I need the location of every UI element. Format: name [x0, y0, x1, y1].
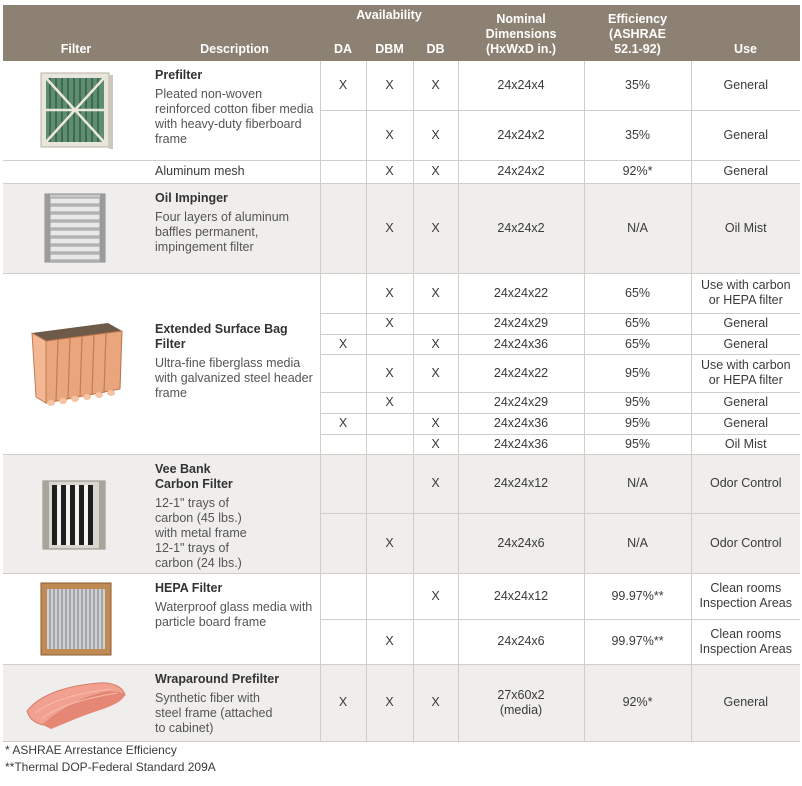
footnote-ashrae: * ASHRAE Arrestance Efficiency	[5, 743, 177, 757]
filter-name: Extended Surface Bag Filter	[155, 321, 288, 351]
cell-dim	[458, 664, 584, 741]
filter-desc: Ultra-fine fiberglass media with galvanized steel header frame	[155, 355, 313, 400]
cell-use: General	[691, 110, 800, 160]
cell-use-text: Clean rooms Inspection Areas	[699, 581, 792, 610]
cell-eff: 95%	[584, 413, 691, 434]
oil-impinger-image	[41, 190, 111, 266]
cell-use: Odor Control	[691, 454, 800, 513]
filter-desc: Waterproof glass media with particle board frame	[155, 599, 313, 629]
bag-filter-image	[24, 319, 128, 409]
cell-dim: 24x24x36	[458, 413, 584, 434]
cell-eff: 99.97%**	[584, 619, 691, 664]
cell-dbm: X	[366, 513, 413, 573]
filter-desc: Synthetic fiber with steel frame (attached to cabinet)	[155, 690, 273, 735]
cell-use	[691, 573, 800, 619]
table-row	[3, 61, 800, 110]
header-dimensions	[458, 5, 584, 61]
cell-da	[320, 313, 366, 334]
vee-bank-image-cell	[3, 454, 149, 573]
hepa-filter-image	[35, 577, 117, 661]
cell-db: X	[413, 413, 458, 434]
cell-dbm: X	[366, 160, 413, 183]
cell-db	[413, 513, 458, 573]
cell-use: General	[691, 413, 800, 434]
cell-dbm	[366, 454, 413, 513]
cell-use	[691, 619, 800, 664]
oil-impinger-image-cell	[3, 183, 149, 273]
cell-dim: 24x24x12	[458, 573, 584, 619]
header-filter: Filter	[3, 5, 149, 61]
cell-dbm	[366, 434, 413, 454]
cell-db: X	[413, 573, 458, 619]
prefilter-sub-description: Aluminum mesh	[149, 160, 320, 183]
cell-dim: 24x24x22	[458, 273, 584, 313]
cell-da	[320, 513, 366, 573]
cell-use: Oil Mist	[691, 183, 800, 273]
cell-da	[320, 392, 366, 413]
cell-da	[320, 619, 366, 664]
cell-da	[320, 183, 366, 273]
cell-dbm: X	[366, 619, 413, 664]
filter-name: Wraparound Prefilter	[155, 671, 280, 686]
cell-use: General	[691, 160, 800, 183]
prefilter-image-cell	[3, 61, 149, 160]
cell-eff: 35%	[584, 61, 691, 110]
cell-use: General	[691, 334, 800, 354]
cell-db	[413, 313, 458, 334]
cell-da: X	[320, 334, 366, 354]
wraparound-description	[149, 664, 320, 741]
cell-dbm: X	[366, 392, 413, 413]
cell-use-text: Use with carbon or HEPA filter	[700, 278, 791, 307]
cell-db: X	[413, 334, 458, 354]
cell-use: General	[691, 392, 800, 413]
cell-eff: N/A	[584, 454, 691, 513]
cell-db: X	[413, 273, 458, 313]
cell-dim: 24x24x6	[458, 513, 584, 573]
cell-da	[320, 160, 366, 183]
cell-eff: N/A	[584, 513, 691, 573]
filter-desc: Pleated non-woven reinforced cotton fiber media with heavy-duty fiberboard frame	[155, 87, 314, 146]
cell-db	[413, 619, 458, 664]
cell-eff: 95%	[584, 392, 691, 413]
cell-dim: 24x24x29	[458, 392, 584, 413]
cell-use: Oil Mist	[691, 434, 800, 454]
header-dimensions-label: Nominal Dimensions (HxWxD in.)	[485, 12, 557, 56]
cell-da	[320, 454, 366, 513]
cell-eff: 65%	[584, 273, 691, 313]
cell-dbm: X	[366, 313, 413, 334]
cell-eff: 95%	[584, 354, 691, 392]
cell-dbm: X	[366, 273, 413, 313]
cell-use: General	[691, 313, 800, 334]
cell-dim: 24x24x12	[458, 454, 584, 513]
cell-db: X	[413, 434, 458, 454]
cell-da	[320, 354, 366, 392]
cell-eff: 99.97%**	[584, 573, 691, 619]
cell-da	[320, 273, 366, 313]
header-efficiency	[584, 5, 691, 61]
vee-bank-carbon-image	[37, 473, 115, 555]
table-row	[3, 454, 800, 513]
cell-dim: 24x24x2	[458, 110, 584, 160]
cell-db	[413, 392, 458, 413]
cell-use-text: Use with carbon or HEPA filter	[700, 358, 791, 387]
cell-da	[320, 573, 366, 619]
table-row	[3, 183, 800, 273]
header-dbm: DBM	[366, 25, 413, 61]
prefilter-description	[149, 61, 320, 160]
cell-eff: 65%	[584, 313, 691, 334]
bag-filter-description	[149, 273, 320, 454]
cell-db: X	[413, 61, 458, 110]
header-availability: Availability	[320, 5, 458, 25]
pleated-prefilter-image	[37, 69, 115, 151]
cell-eff: 35%	[584, 110, 691, 160]
cell-da: X	[320, 413, 366, 434]
cell-use	[691, 273, 800, 313]
cell-dim: 24x24x2	[458, 160, 584, 183]
cell-eff: 65%	[584, 334, 691, 354]
cell-dbm	[366, 413, 413, 434]
cell-db: X	[413, 454, 458, 513]
cell-dim: 24x24x6	[458, 619, 584, 664]
vee-bank-description	[149, 454, 320, 573]
filter-name: Vee Bank Carbon Filter	[155, 461, 233, 491]
empty-image-cell	[3, 160, 149, 183]
filter-name: Oil Impinger	[155, 190, 228, 205]
cell-da	[320, 434, 366, 454]
filter-name: HEPA Filter	[155, 580, 223, 595]
cell-dbm	[366, 573, 413, 619]
header-efficiency-label: Efficiency (ASHRAE 52.1-92)	[607, 12, 668, 56]
bag-filter-image-cell	[3, 273, 149, 454]
cell-dbm: X	[366, 183, 413, 273]
cell-dbm: X	[366, 110, 413, 160]
cell-dim-text: 27x60x2 (media)	[497, 687, 545, 717]
filter-desc: 12-1" trays of carbon (45 lbs.) with metal frame 12-1" trays of carbon (24 lbs.)	[155, 495, 247, 570]
cell-eff: 92%*	[584, 664, 691, 741]
cell-dim: 24x24x22	[458, 354, 584, 392]
cell-use-text: Clean rooms Inspection Areas	[699, 626, 792, 656]
filter-name: Prefilter	[155, 68, 203, 82]
table-row	[3, 273, 800, 313]
wraparound-image-cell	[3, 664, 149, 741]
cell-da: X	[320, 61, 366, 110]
cell-db: X	[413, 110, 458, 160]
filter-desc: Four layers of aluminum baffles permanent, impingement filter	[155, 209, 290, 254]
cell-eff: 92%*	[584, 160, 691, 183]
table-row	[3, 573, 800, 619]
cell-dim: 24x24x36	[458, 334, 584, 354]
cell-eff: N/A	[584, 183, 691, 273]
filter-spec-table	[3, 5, 800, 742]
header-da: DA	[320, 25, 366, 61]
cell-db: X	[413, 160, 458, 183]
header-row-top	[3, 5, 800, 25]
cell-use: General	[691, 61, 800, 110]
cell-use	[691, 354, 800, 392]
cell-da	[320, 110, 366, 160]
hepa-description	[149, 573, 320, 664]
cell-dbm: X	[366, 354, 413, 392]
oil-impinger-description	[149, 183, 320, 273]
wraparound-prefilter-image	[21, 673, 131, 733]
cell-db: X	[413, 664, 458, 741]
table-row	[3, 664, 800, 741]
cell-db: X	[413, 354, 458, 392]
footnotes	[5, 742, 216, 776]
table-row	[3, 160, 800, 183]
cell-eff: 95%	[584, 434, 691, 454]
header-description: Description	[149, 5, 320, 61]
header-db: DB	[413, 25, 458, 61]
cell-dbm: X	[366, 61, 413, 110]
footnote-dop: **Thermal DOP-Federal Standard 209A	[5, 760, 216, 774]
cell-use: Odor Control	[691, 513, 800, 573]
cell-dim: 24x24x4	[458, 61, 584, 110]
cell-dbm: X	[366, 664, 413, 741]
header-use: Use	[691, 5, 800, 61]
cell-dbm	[366, 334, 413, 354]
cell-db: X	[413, 183, 458, 273]
cell-dim: 24x24x29	[458, 313, 584, 334]
hepa-image-cell	[3, 573, 149, 664]
cell-dim: 24x24x2	[458, 183, 584, 273]
cell-dim: 24x24x36	[458, 434, 584, 454]
cell-da: X	[320, 664, 366, 741]
cell-use: General	[691, 664, 800, 741]
